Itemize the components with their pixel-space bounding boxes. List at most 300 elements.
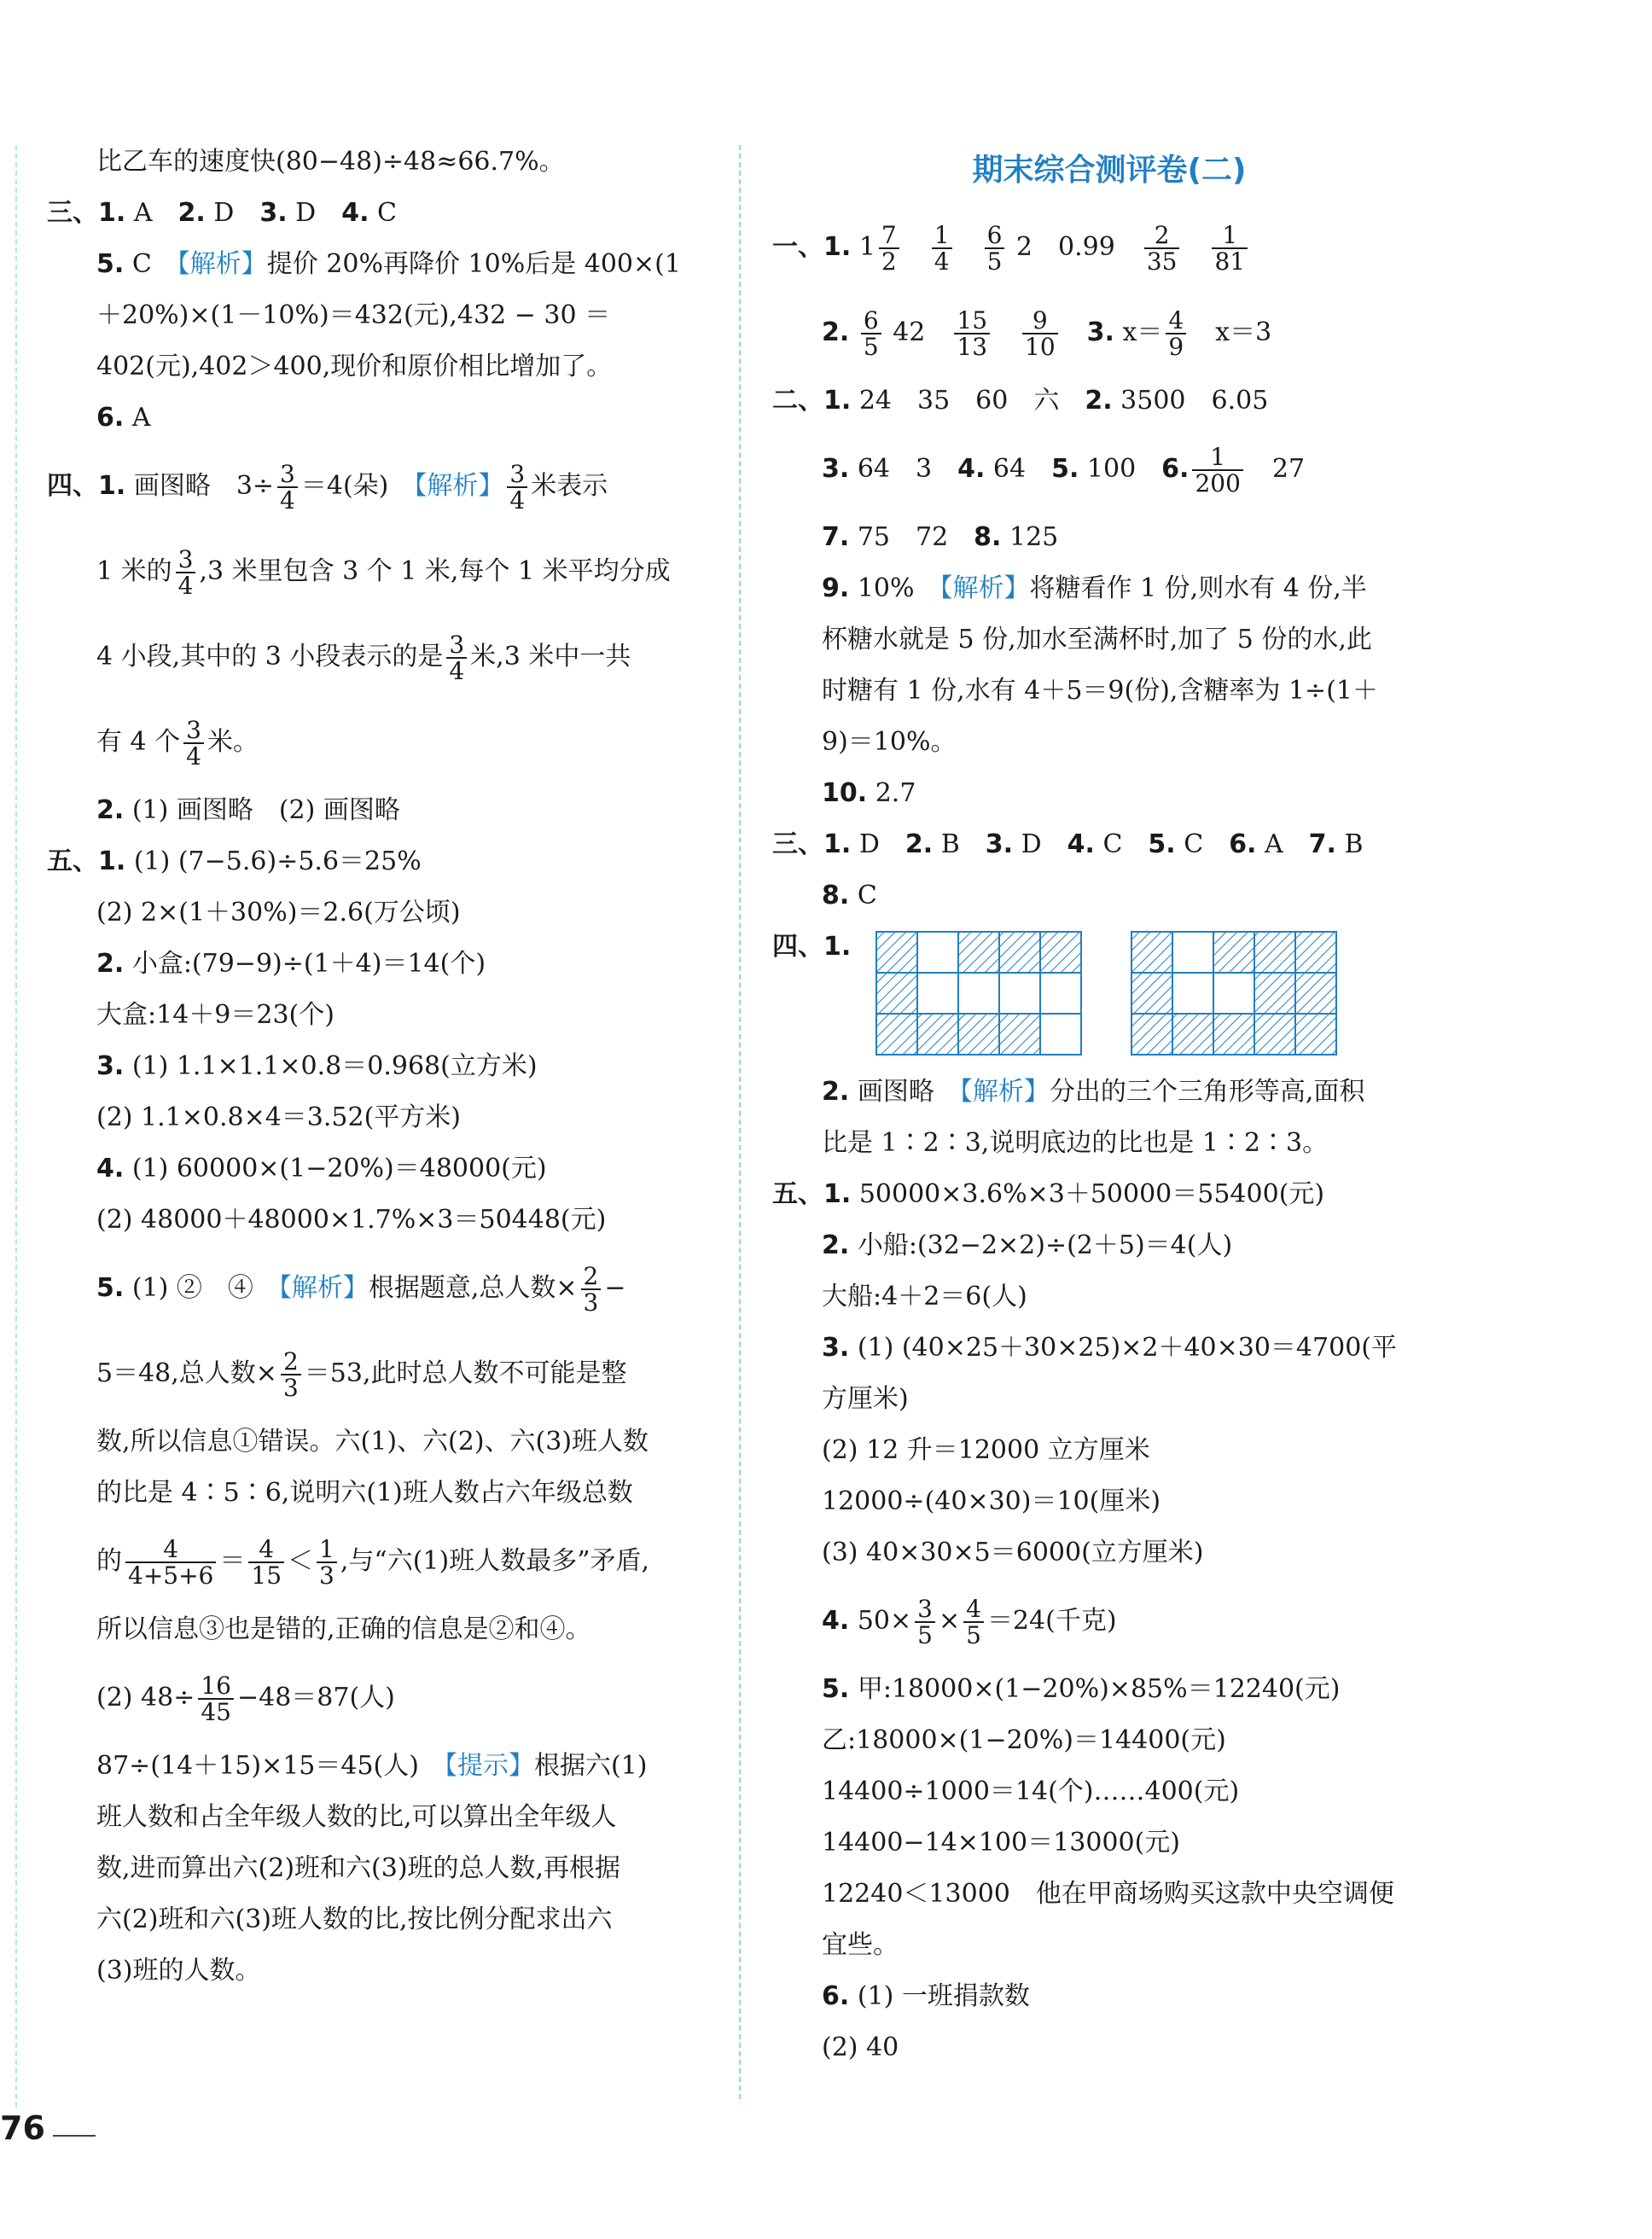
- answer-text: (2) 48000＋48000×1.7%×3＝50448(元): [96, 1205, 607, 1235]
- answer-text: 数,进而算出六(2)班和六(3)班的总人数,再根据: [96, 1853, 621, 1883]
- answer-text: 64 3: [849, 454, 958, 484]
- answer-text: 50000×3.6%×3＋50000＝55400(元): [851, 1179, 1325, 1209]
- answer-text: (1) 一班捐款数: [849, 1981, 1030, 2011]
- answer-text: 数,所以信息①错误。六(1)、六(2)、六(3)班人数: [96, 1427, 649, 1457]
- answer-text: 8.: [822, 881, 850, 910]
- answer-text: 2.: [905, 829, 934, 859]
- answer-line: [47, 836, 721, 887]
- answer-text: 提价 20%再降价 10%后是 400×(1: [266, 249, 681, 279]
- shaded-cell: [1295, 932, 1336, 973]
- answer-text: 4 小段,其中的 3 小段表示的是: [96, 642, 444, 672]
- answer-line: [47, 700, 721, 785]
- shaded-cell: [1131, 973, 1172, 1014]
- empty-cell: [917, 932, 958, 973]
- empty-cell: [917, 973, 958, 1014]
- shaded-cell: [1295, 1014, 1336, 1055]
- answer-text: 8.: [974, 522, 1002, 552]
- left-column: [47, 137, 721, 1997]
- shaded-cell: [958, 932, 999, 973]
- answer-text: (2) 40: [822, 2033, 899, 2062]
- answer-text: 4: [186, 742, 201, 771]
- shaded-cell: [999, 1014, 1040, 1055]
- answer-text: 3.: [259, 198, 288, 228]
- answer-text: 45: [201, 1698, 231, 1726]
- empty-cell: [1040, 1014, 1081, 1055]
- answer-line: [47, 1655, 721, 1741]
- answer-text: 一、1.: [772, 232, 852, 262]
- answer-text: 16: [198, 1673, 234, 1700]
- answer-text: 5: [863, 333, 879, 361]
- answer-text: [281, 1346, 301, 1402]
- answer-line: [47, 1041, 721, 1092]
- answer-text: (1) (40×25＋30×25)×2＋40×30＝4700(平: [849, 1333, 1397, 1363]
- answer-text: [1192, 442, 1242, 497]
- answer-text: 15: [954, 308, 990, 334]
- answer-text: (3)班的人数。: [96, 1956, 261, 1986]
- answer-text: 3.: [822, 1333, 850, 1363]
- answer-line: [47, 1741, 721, 1792]
- answer-text: 64: [985, 454, 1052, 484]
- answer-line: [47, 1331, 721, 1416]
- answer-text: 402(元),402＞400,现价和原价相比增加了。: [96, 352, 613, 381]
- answer-text: 三、1.: [772, 829, 852, 859]
- answer-text: 的比是 4∶5∶6,说明六(1)班人数占六年级总数: [96, 1478, 633, 1508]
- answer-line: [772, 375, 1446, 427]
- answer-line: [772, 666, 1446, 717]
- answer-text: 4: [509, 486, 526, 515]
- answer-text: 四、1.: [772, 932, 852, 962]
- answer-line: [47, 1416, 721, 1468]
- answer-text: 50×: [849, 1606, 912, 1636]
- answer-text: [954, 305, 990, 361]
- answer-text: 15: [251, 1561, 282, 1590]
- shaded-cell: [999, 932, 1040, 973]
- answer-text: 9: [1022, 308, 1058, 334]
- answer-line: [772, 819, 1446, 870]
- answer-text: 根据六(1): [533, 1751, 648, 1781]
- answer-text: [915, 1596, 935, 1649]
- answer-line: [772, 1817, 1446, 1869]
- answer-text: 100: [1079, 454, 1162, 484]
- answer-text: 的: [96, 1546, 122, 1576]
- answer-text: 4: [934, 247, 950, 276]
- answer-text: 4: [248, 1537, 284, 1563]
- answer-text: 3: [319, 1561, 334, 1590]
- answer-text: 2.: [822, 1077, 850, 1107]
- answer-text: 27: [1246, 454, 1306, 484]
- answer-text: 4: [449, 657, 465, 685]
- answer-text: 5＝48,总人数×: [96, 1358, 277, 1388]
- shaded-cell: [876, 1014, 917, 1055]
- answer-text: (1) 画图略 (2) 画图略: [124, 795, 400, 825]
- answer-text: 6.: [96, 403, 125, 433]
- answer-text: 5.: [1148, 829, 1176, 859]
- answer-line: [772, 2022, 1446, 2073]
- answer-text: (1) ② ④: [124, 1273, 279, 1303]
- shaded-cell: [1213, 932, 1254, 973]
- answer-text: 35: [1146, 247, 1178, 276]
- empty-cell: [1213, 973, 1254, 1014]
- answer-text: 大盒:14＋9＝23(个): [96, 1000, 334, 1030]
- page-number: 76: [0, 2109, 45, 2147]
- answer-text: [176, 544, 196, 600]
- answer-text: 2: [1144, 223, 1180, 249]
- answer-text: (2) 2×(1＋30%)＝2.6(万公顷): [96, 898, 461, 928]
- answer-text: 4.: [96, 1154, 125, 1183]
- answer-text: 大船:4＋2＝6(人): [822, 1282, 1027, 1311]
- answer-line: [772, 1664, 1446, 1715]
- answer-line: [772, 717, 1446, 768]
- answer-text: 3: [583, 1288, 599, 1317]
- answer-line: [772, 563, 1446, 614]
- answer-line: [47, 1792, 721, 1843]
- answer-text: 2.: [1085, 386, 1113, 416]
- shaded-cell: [1213, 1014, 1254, 1055]
- answer-text: A: [124, 403, 151, 433]
- answer-text: [248, 1534, 284, 1590]
- section-title: 期末综合测评卷(二): [972, 153, 1247, 188]
- answer-text: 6.: [822, 1981, 850, 2011]
- answer-text: 所以信息③也是错的,正确的信息是②和④。: [96, 1614, 591, 1644]
- answer-text: [1022, 305, 1058, 361]
- answer-text: 方厘米): [822, 1384, 909, 1414]
- answer-line: [772, 1118, 1446, 1169]
- answer-line: [772, 1715, 1446, 1766]
- answer-text: 比乙车的速度快(80−48)÷48≈66.7%。: [96, 147, 565, 177]
- answer-line: [47, 1945, 721, 1997]
- answer-text: 4.: [822, 1606, 850, 1636]
- answer-text: (1) (7−5.6)÷5.6＝25%: [125, 846, 422, 876]
- answer-text: 1 米的: [96, 556, 172, 586]
- shaded-cell: [876, 932, 917, 973]
- answer-text: 5.: [1051, 454, 1079, 484]
- answer-text: 12000÷(40×30)＝10(厘米): [822, 1486, 1161, 1516]
- answer-text: C: [124, 249, 177, 279]
- answer-text: 画图略: [849, 1077, 960, 1107]
- answer-text: 14400−14×100＝13000(元): [822, 1828, 1180, 1858]
- analysis-tag: 【解析】: [959, 1077, 1050, 1107]
- answer-text: x＝3: [1190, 317, 1272, 347]
- answer-text: 班人数和占全年级人数的比,可以算出全年级人: [96, 1802, 617, 1832]
- answer-line: [772, 1271, 1446, 1323]
- answer-text: 3: [507, 462, 527, 488]
- shaded-cell: [917, 1014, 958, 1055]
- answer-text: [581, 1261, 602, 1317]
- answer-text: 米表示: [531, 471, 608, 501]
- answer-line: [47, 1195, 721, 1246]
- answer-text: ×: [938, 1606, 961, 1636]
- answer-line: [47, 188, 721, 239]
- answer-text: 4+5+6: [128, 1561, 214, 1590]
- answer-text: 1: [851, 232, 875, 262]
- answer-line: [47, 290, 721, 341]
- answer-line: [772, 1374, 1446, 1425]
- answer-text: [125, 1534, 216, 1590]
- answer-text: 2 0.99: [1008, 232, 1115, 262]
- answer-text: 5: [966, 1621, 981, 1649]
- answer-line: [772, 768, 1446, 819]
- answer-line: [47, 1894, 721, 1945]
- answer-text: ＝4(朵): [300, 471, 415, 501]
- answer-text: 5: [986, 247, 1003, 276]
- answer-text: 9: [1168, 333, 1184, 361]
- answer-text: 24 35 60 六: [851, 386, 1085, 416]
- answer-text: 3: [176, 547, 196, 573]
- answer-text: ,与“六(1)班人数最多”矛盾,: [340, 1546, 650, 1576]
- answer-line: [772, 290, 1446, 375]
- answer-line: [47, 939, 721, 990]
- empty-cell: [1172, 932, 1213, 973]
- answer-text: 9)＝10%。: [822, 727, 957, 757]
- answer-line: [772, 1579, 1446, 1664]
- answer-line: [47, 444, 721, 529]
- answer-text: 7.: [1308, 829, 1336, 859]
- answer-line: [47, 1143, 721, 1195]
- answer-text: 3.: [985, 829, 1014, 859]
- answer-line: [47, 1604, 721, 1655]
- answer-line: [47, 1092, 721, 1143]
- answer-text: B: [933, 829, 986, 859]
- answer-text: [963, 1596, 984, 1649]
- empty-cell: [1172, 973, 1213, 1014]
- answer-text: 6.: [1161, 454, 1190, 484]
- answer-text: [317, 1534, 337, 1590]
- answer-text: 10%: [849, 573, 940, 603]
- right-column: [772, 145, 1446, 2073]
- answer-text: [879, 220, 899, 276]
- answer-text: A: [1256, 829, 1309, 859]
- answer-line: [47, 887, 721, 939]
- answer-text: 125: [1001, 522, 1059, 552]
- answer-text: 二、1.: [772, 386, 852, 416]
- answer-text: (1) 60000×(1−20%)＝48000(元): [124, 1154, 547, 1183]
- answer-text: 4: [177, 572, 194, 600]
- grid-row: [772, 922, 1446, 1067]
- answer-text: 六(2)班和六(3)班人数的比,按比例分配求出六: [96, 1905, 613, 1934]
- empty-cell: [1040, 973, 1081, 1014]
- answer-text: ＜: [288, 1546, 314, 1576]
- answer-line: [47, 239, 721, 290]
- answer-text: [1212, 220, 1248, 276]
- answer-text: [932, 220, 952, 276]
- answer-text: [446, 632, 467, 684]
- answer-text: ＋20%)×(1－10%)＝432(元),432 − 30 ＝: [96, 300, 611, 330]
- shaded-cell: [1172, 1014, 1213, 1055]
- answer-text: 小船:(32−2×2)÷(2＋5)＝4(人): [849, 1230, 1233, 1260]
- answer-text: 4.: [1067, 829, 1095, 859]
- answer-text: 5.: [822, 1674, 850, 1704]
- analysis-tag: 【解析】: [278, 1273, 369, 1303]
- shaded-cell: [1254, 932, 1295, 973]
- answer-text: 三、1.: [47, 198, 126, 228]
- answer-text: 6: [985, 223, 1005, 249]
- answer-text: 3500 6.05: [1112, 386, 1269, 416]
- answer-text: [507, 459, 527, 515]
- answer-text: ＝: [219, 1546, 246, 1576]
- answer-text: −48＝87(人): [236, 1683, 395, 1713]
- answer-line: [47, 1843, 721, 1894]
- answer-text: 3: [915, 1596, 935, 1623]
- answer-text: 将糖看作 1 份,则水有 4 份,半: [1029, 573, 1367, 603]
- answer-text: (2) 12 升＝12000 立方厘米: [822, 1435, 1150, 1465]
- answer-line: [47, 1468, 721, 1519]
- answer-text: 4: [1166, 308, 1186, 334]
- shaded-cell: [1254, 1014, 1295, 1055]
- answer-text: 9.: [822, 573, 850, 603]
- answer-text: [198, 1673, 234, 1725]
- answer-text: 小盒:(79−9)÷(1＋4)＝14(个): [124, 949, 486, 979]
- answer-text: 75 72: [849, 522, 974, 552]
- answer-text: [875, 930, 1378, 1058]
- shaded-cell: [1295, 973, 1336, 1014]
- answer-text: 杯糖水就是 5 份,加水至满杯时,加了 5 份的水,此: [822, 625, 1372, 654]
- answer-line: [47, 614, 721, 700]
- answer-text: 4: [125, 1537, 216, 1563]
- answer-text: D: [205, 198, 260, 228]
- shaded-cell: [1131, 932, 1172, 973]
- answer-line: [772, 1067, 1446, 1118]
- answer-text: 5.: [96, 1273, 125, 1303]
- answer-text: 比是 1∶2∶3,说明底边的比也是 1∶2∶3。: [822, 1128, 1329, 1158]
- answer-line: [47, 785, 721, 836]
- answer-text: 10.: [822, 778, 868, 808]
- answer-text: 有 4 个: [96, 727, 181, 757]
- answer-text: 2.: [96, 949, 125, 979]
- answer-text: 87÷(14＋15)×15＝45(人): [96, 1751, 445, 1781]
- shaded-grid-figure-1: [875, 930, 1088, 1058]
- answer-line: [47, 341, 721, 393]
- answer-text: 米,3 米中一共: [470, 642, 631, 672]
- answer-text: C: [369, 198, 398, 228]
- answer-line: [47, 990, 721, 1041]
- answer-line: [772, 1766, 1446, 1817]
- answer-line: [772, 1476, 1446, 1527]
- page-number-rule: [53, 2135, 96, 2137]
- answer-text: 42: [884, 317, 926, 347]
- answer-text: [861, 305, 881, 361]
- answer-line: [772, 870, 1446, 922]
- answer-text: 2: [281, 1349, 301, 1375]
- answer-text: 3.: [96, 1051, 125, 1081]
- answer-text: 1: [1212, 223, 1248, 249]
- answer-text: 2.7: [867, 778, 916, 808]
- answer-line: [47, 137, 721, 188]
- shaded-grid-figure-2: [1130, 930, 1343, 1058]
- answer-line: [772, 427, 1446, 512]
- answer-text: 7.: [822, 522, 850, 552]
- answer-text: 2.: [177, 198, 206, 228]
- answer-text: 200: [1195, 469, 1241, 497]
- answer-text: D: [851, 829, 905, 859]
- answer-text: 3.: [1086, 317, 1114, 347]
- answer-text: D: [287, 198, 342, 228]
- answer-line: [772, 512, 1446, 563]
- answer-text: 12240＜13000 他在甲商场购买这款中央空调便: [822, 1879, 1394, 1909]
- shaded-cell: [876, 973, 917, 1014]
- answer-text: C: [1094, 829, 1149, 859]
- answer-line: [47, 1246, 721, 1331]
- answer-text: 3: [277, 462, 298, 488]
- answer-text: 2: [581, 1264, 602, 1290]
- answer-line: [47, 529, 721, 614]
- answer-text: D: [1013, 829, 1067, 859]
- analysis-tag: 【解析】: [414, 471, 504, 501]
- answer-text: 宜些。: [822, 1930, 899, 1960]
- answer-line: [772, 1971, 1446, 2022]
- answer-line: [772, 1920, 1446, 1971]
- shaded-cell: [958, 1014, 999, 1055]
- empty-cell: [958, 973, 999, 1014]
- hint-tag: 【提示】: [444, 1751, 534, 1781]
- answer-text: 7: [879, 223, 899, 249]
- analysis-tag: 【解析】: [939, 573, 1030, 603]
- answer-text: 2: [881, 247, 897, 276]
- shaded-cell: [1040, 932, 1081, 973]
- answer-text: (2) 48÷: [96, 1683, 195, 1713]
- answer-text: (3) 40×30×5＝6000(立方厘米): [822, 1538, 1204, 1567]
- empty-cell: [999, 973, 1040, 1014]
- answer-text: x＝: [1114, 317, 1163, 347]
- answer-text: 1: [1192, 445, 1242, 471]
- answer-line: [772, 614, 1446, 666]
- answer-text: 81: [1214, 247, 1246, 276]
- answer-text: 5.: [96, 249, 125, 279]
- answer-text: 五、1.: [47, 846, 126, 876]
- answer-text: 根据题意,总人数×: [368, 1273, 578, 1303]
- answer-text: 13: [957, 333, 988, 361]
- answer-text: 3: [183, 718, 204, 744]
- answer-line: [772, 1220, 1446, 1271]
- answer-text: −: [604, 1273, 626, 1303]
- answer-text: 4: [280, 486, 295, 515]
- column-divider: [739, 145, 741, 2099]
- answer-line: [772, 1169, 1446, 1220]
- analysis-tag: 【解析】: [177, 249, 267, 279]
- answer-line: [47, 393, 721, 444]
- answer-text: 4.: [341, 198, 369, 228]
- answer-text: 2.: [822, 317, 850, 347]
- answer-text: (2) 1.1×0.8×4＝3.52(平方米): [96, 1102, 462, 1132]
- answer-line: [772, 1425, 1446, 1476]
- shaded-cell: [1254, 973, 1295, 1014]
- answer-text: 米。: [207, 727, 259, 757]
- answer-text: 6: [861, 308, 881, 334]
- answer-text: 1: [317, 1537, 337, 1563]
- answer-text: 3.: [822, 454, 850, 484]
- answer-text: 2.: [96, 795, 125, 825]
- answer-line: [772, 1527, 1446, 1579]
- answer-text: [1166, 305, 1186, 361]
- answer-text: 4: [963, 1596, 984, 1623]
- answer-line: [772, 205, 1446, 290]
- answer-text: 3: [282, 1374, 299, 1402]
- answer-text: B: [1335, 829, 1364, 859]
- answer-text: 甲:18000×(1−20%)×85%＝12240(元): [849, 1674, 1341, 1704]
- page-edge-line: [15, 145, 17, 2108]
- answer-text: [183, 715, 204, 771]
- answer-text: ＝24(千克): [986, 1606, 1117, 1636]
- answer-text: 6.: [1229, 829, 1257, 859]
- answer-text: C: [849, 881, 877, 910]
- answer-text: 乙:18000×(1−20%)＝14400(元): [822, 1725, 1226, 1755]
- answer-text: [1144, 220, 1180, 276]
- answer-text: 四、1.: [47, 471, 126, 501]
- answer-text: ＝53,此时总人数不可能是整: [304, 1358, 627, 1388]
- fraction: [277, 459, 298, 515]
- answer-text: C: [1175, 829, 1230, 859]
- answer-text: [985, 220, 1005, 276]
- answer-text: 3: [446, 632, 467, 659]
